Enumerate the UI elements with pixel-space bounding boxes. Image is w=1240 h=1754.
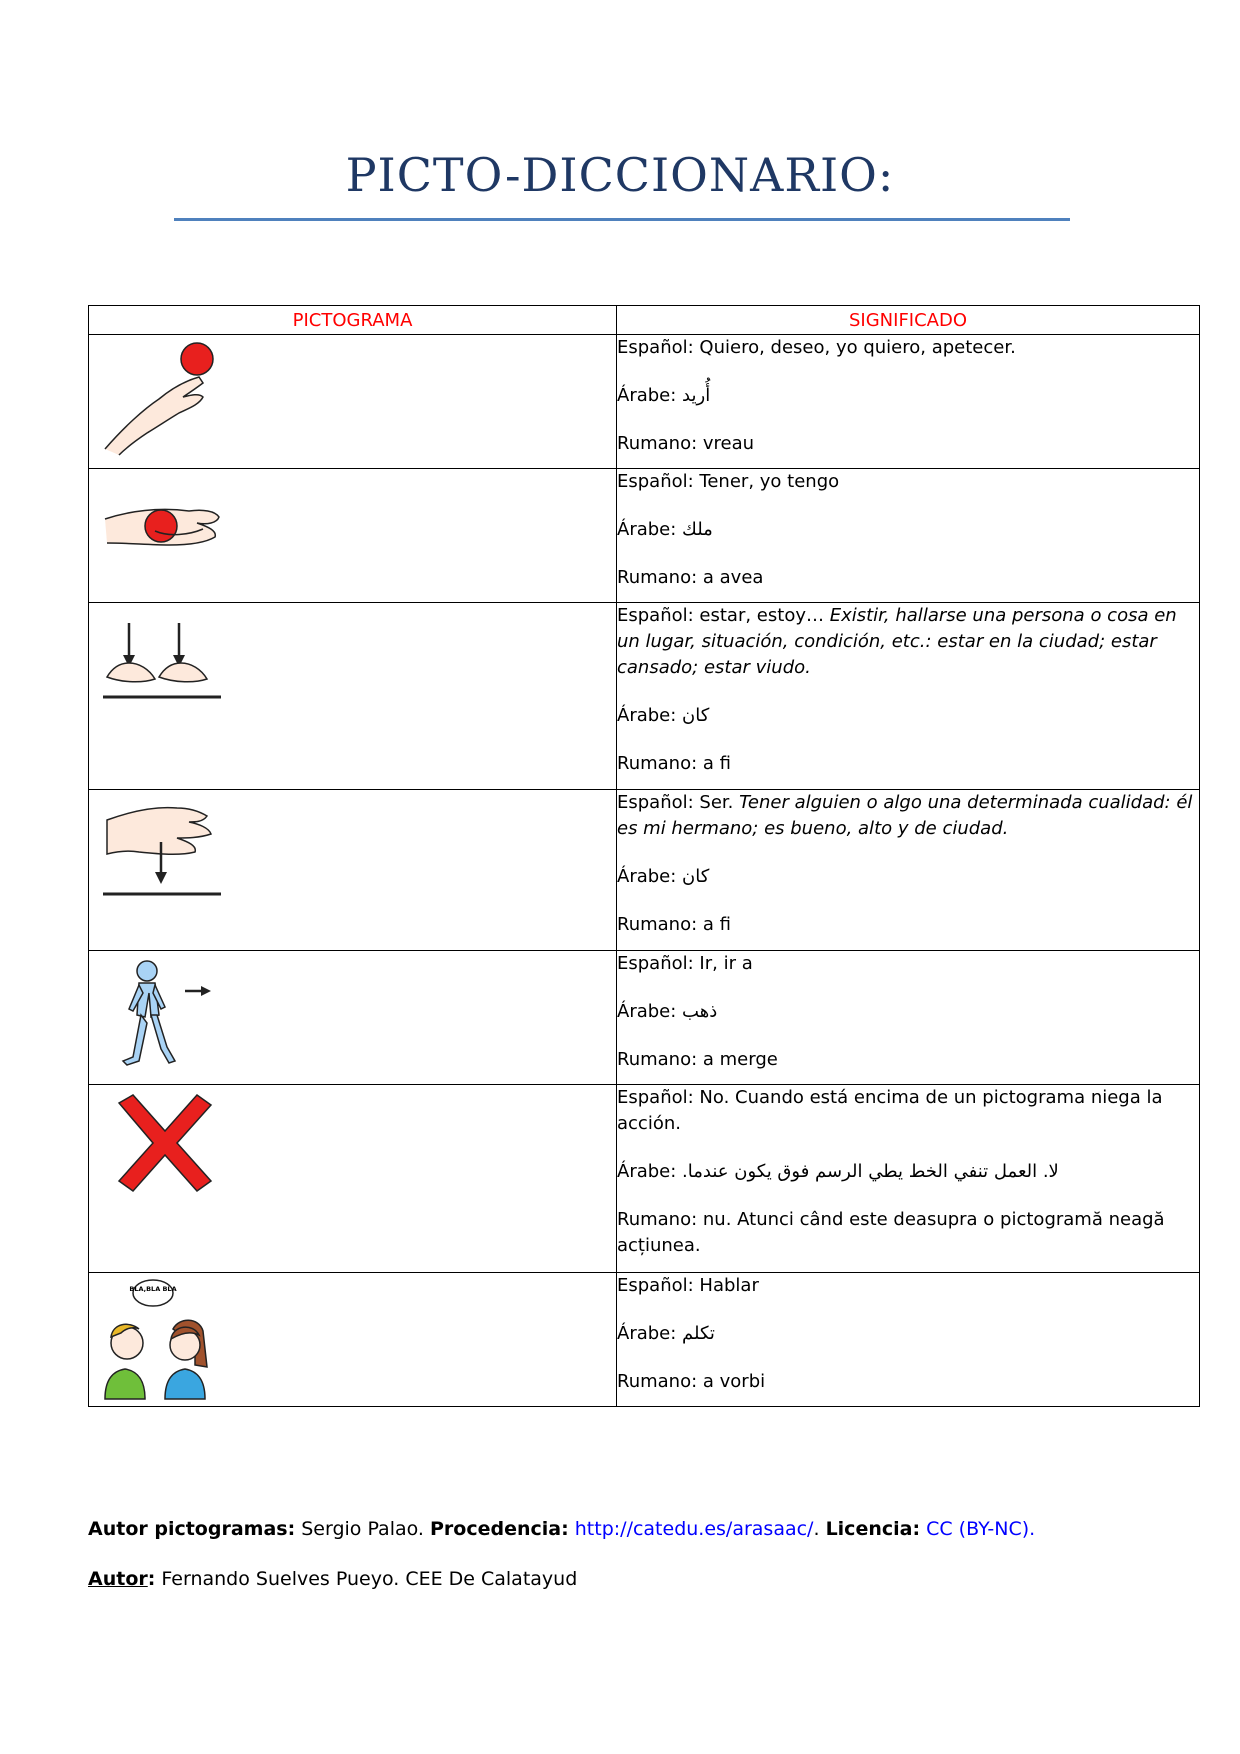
spanish-text: Quiero, deseo, yo quiero, apetecer. <box>693 337 1016 358</box>
arabic-label: Árabe: <box>617 705 677 726</box>
author-colon: : <box>147 1568 156 1590</box>
want-hand-ball-icon <box>99 337 229 462</box>
meaning-cell <box>617 951 1200 1085</box>
header-significado: SIGNIFICADO <box>617 306 1200 335</box>
romanian-text: a merge <box>697 1049 778 1070</box>
speech-bubble-text: BLA,BLA BLA <box>129 1285 177 1293</box>
romanian-text: a fi <box>697 753 731 774</box>
table-row <box>89 1085 1200 1273</box>
pictogram-cell <box>89 951 617 1085</box>
credits-separator: . <box>813 1518 826 1540</box>
romanian-label: Rumano: <box>617 433 698 454</box>
spanish-text: Hablar <box>693 1275 759 1296</box>
table-row <box>89 951 1200 1085</box>
arabic-label: Árabe: <box>617 1001 677 1022</box>
source-label: Procedencia: <box>430 1518 569 1540</box>
romanian-text: a avea <box>697 567 764 588</box>
romanian-text: a vorbi <box>697 1371 766 1392</box>
romanian-label: Rumano: <box>617 1371 698 1392</box>
pictogram-cell <box>89 603 617 790</box>
romanian-label: Rumano: <box>617 567 698 588</box>
table-row <box>89 335 1200 469</box>
spanish-label: Español: <box>617 1087 694 1108</box>
table-row <box>89 1273 1200 1407</box>
table-row <box>89 603 1200 790</box>
meaning-cell <box>617 790 1200 951</box>
spanish-text: Ser. <box>693 792 740 813</box>
author-value: Fernando Suelves Pueyo. CEE De Calatayud <box>155 1568 578 1590</box>
table-header-row <box>89 306 1200 335</box>
spanish-definition: Tener alguien o algo una determinada cualidad: él es mi hermano; es bueno, alto y de ciudad. <box>617 792 1193 839</box>
arabic-label: Árabe: <box>617 519 677 540</box>
pictogram-author-value: Sergio Palao. <box>295 1518 430 1540</box>
arabic-label: Árabe: <box>617 866 677 887</box>
romanian-label: Rumano: <box>617 753 698 774</box>
pictogram-author-label: Autor pictogramas: <box>88 1518 296 1540</box>
author-line <box>88 1568 577 1590</box>
talk-two-people-icon <box>99 1275 229 1400</box>
pictogram-cell <box>89 335 617 469</box>
no-red-cross-icon <box>99 1087 229 1197</box>
meaning-cell <box>617 1273 1200 1407</box>
license-value: CC (BY-NC). <box>920 1518 1036 1540</box>
source-link[interactable]: http://catedu.es/arasaac/ <box>574 1518 814 1540</box>
be-hand-arrow-icon <box>99 792 229 902</box>
have-hands-ball-icon <box>99 471 229 596</box>
arabic-text: أُريد <box>682 385 711 406</box>
spanish-text: estar, estoy… <box>693 605 830 626</box>
arabic-text: كان <box>682 705 710 726</box>
meaning-cell <box>617 1085 1200 1273</box>
meaning-cell <box>617 469 1200 603</box>
pictogram-cell <box>89 790 617 951</box>
spanish-label: Español: <box>617 792 694 813</box>
arabic-text: كان <box>682 866 710 887</box>
spanish-label: Español: <box>617 1275 694 1296</box>
romanian-label: Rumano: <box>617 1049 698 1070</box>
pictogram-cell <box>89 469 617 603</box>
arabic-text: ذهب <box>682 1001 718 1022</box>
spanish-label: Español: <box>617 605 694 626</box>
spanish-label: Español: <box>617 471 694 492</box>
arabic-text: لا. العمل تنفي الخط يطي الرسم فوق يكون عندما. <box>682 1161 1059 1182</box>
meaning-cell <box>617 603 1200 790</box>
credits-line <box>88 1518 1035 1540</box>
romanian-label: Rumano: <box>617 1209 698 1230</box>
header-pictograma: PICTOGRAMA <box>89 306 617 335</box>
pictogram-cell <box>89 1273 617 1407</box>
romanian-text: a fi <box>697 914 731 935</box>
spanish-definition: Existir, hallarse una persona o cosa en un lugar, situación, condición, etc.: estar en la ciudad; estar cansado; estar viudo. <box>617 605 1177 678</box>
spanish-text: Tener, yo tengo <box>693 471 840 492</box>
romanian-label: Rumano: <box>617 914 698 935</box>
be-hands-down-icon <box>99 605 229 705</box>
table-row <box>89 469 1200 603</box>
spanish-text: Ir, ir a <box>693 953 753 974</box>
arabic-label: Árabe: <box>617 1161 677 1182</box>
pictogram-cell <box>89 1085 617 1273</box>
page-title: PICTO-DICCIONARIO: <box>345 148 895 202</box>
picto-dictionary-table <box>88 305 1200 1407</box>
spanish-label: Español: <box>617 337 694 358</box>
spanish-text: No. Cuando está encima de un pictograma niega la acción. <box>617 1087 1163 1134</box>
arabic-label: Árabe: <box>617 1323 677 1344</box>
spanish-label: Español: <box>617 953 694 974</box>
romanian-text: vreau <box>697 433 755 454</box>
arabic-text: ملك <box>682 519 713 540</box>
license-label: Licencia: <box>825 1518 921 1540</box>
arabic-text: تكلم <box>682 1323 715 1344</box>
go-walking-person-icon <box>99 953 229 1078</box>
author-label: Autor <box>88 1568 148 1590</box>
table-row <box>89 790 1200 951</box>
arabic-label: Árabe: <box>617 385 677 406</box>
meaning-cell <box>617 335 1200 469</box>
title-underline <box>174 218 1070 221</box>
romanian-text: nu. Atunci când este deasupra o pictogramă neagă acțiunea. <box>617 1209 1165 1256</box>
